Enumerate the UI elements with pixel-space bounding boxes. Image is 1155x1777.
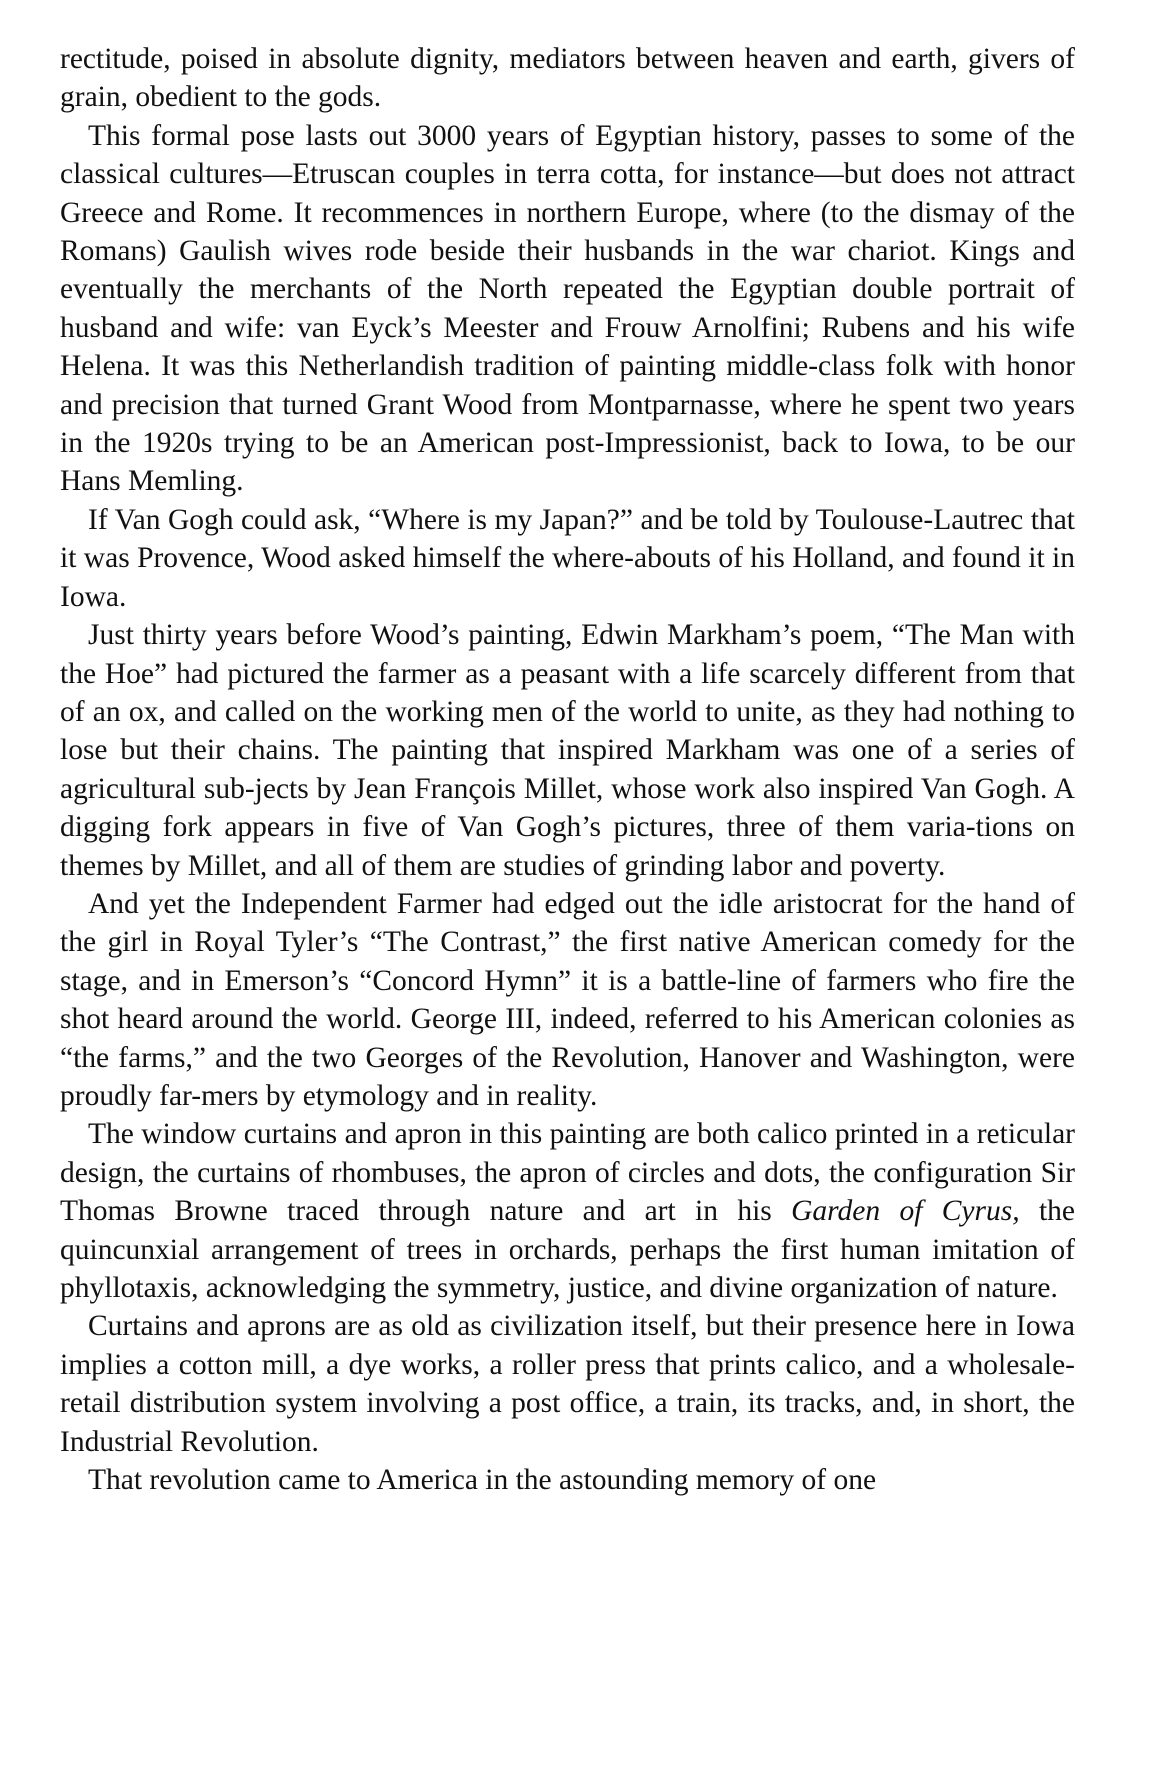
paragraph-van-gogh-japan: If Van Gogh could ask, “Where is my Japan?” and be told by Toulouse-Lautrec that it was Provence, Wood asked himself the where-abouts of his Holland, and found it in Iowa.	[60, 503, 1075, 613]
book-title-garden-of-cyrus: Garden of Cyrus,	[791, 1195, 1020, 1228]
paragraph-man-with-hoe: Just thirty years before Wood’s painting, Edwin Markham’s poem, “The Man with the Hoe” had pictured the farmer as a peasant with a life scarcely different from that of an ox, and called on the working men of the world to unite, as they had nothing to lose but their chains. The painting that inspired Markham was one of a series of agricultural sub-jects by Jean François Millet, whose work also inspired Van Gogh. A digging fork appears in five of Van Gogh’s pictures, three of them varia-tions on themes by Millet, and all of them are studies of grinding labor and poverty.	[60, 619, 1075, 882]
paragraph-curtains-aprons: Curtains and aprons are as old as civilization itself, but their presence here in Iowa implies a cotton mill, a dye works, a roller press that prints calico, and a wholesale-retail distribution system involving a post office, a train, its tracks, and, in short, the Industrial Revolution.	[60, 1310, 1075, 1458]
paragraph-continued: rectitude, poised in absolute dignity, mediators between heaven and earth, givers of grain, obedient to the gods.	[60, 43, 1075, 114]
book-page	[60, 40, 1075, 1499]
calico-text-after: the quincunxial arrangement of trees in orchards, perhaps the first human imitation of phyllotaxis, acknowledging the symmetry, justice, and divine organization of nature.	[60, 1195, 1075, 1304]
calico-text-before: The window curtains and apron in this painting are both calico printed in a reticular design, the curtains of rhombuses, the apron of circles and dots, the configuration Sir Thomas Browne traced through nature and art in his	[60, 1118, 1075, 1228]
paragraph-independent-farmer: And yet the Independent Farmer had edged out the idle aristocrat for the hand of the girl in Royal Tyler’s “The Contrast,” the first native American comedy for the stage, and in Emerson’s “Concord Hymn” it is a battle-line of farmers who fire the shot heard around the world. George III, indeed, referred to his American colonies as “the farms,” and the two Georges of the Revolution, Hanover and Washington, were proudly far-mers by etymology and in reality.	[60, 887, 1075, 1112]
paragraph-calico-curtains	[60, 1115, 1075, 1307]
paragraph-formal-pose: This formal pose lasts out 3000 years of Egyptian history, passes to some of the classical cultures—Etruscan couples in terra cotta, for instance—but does not attract Greece and Rome. It recommences in northern Europe, where (to the dismay of the Romans) Gaulish wives rode beside their husbands in the war chariot. Kings and eventually the merchants of the North repeated the Egyptian double portrait of husband and wife: van Eyck’s Meester and Frouw Arnolfini; Rubens and his wife Helena. It was this Netherlandish tradition of painting middle-class folk with honor and precision that turned Grant Wood from Montparnasse, where he spent two years in the 1920s trying to be an American post-Impressionist, back to Iowa, to be our Hans Memling.	[60, 119, 1075, 498]
paragraph-revolution: That revolution came to America in the astounding memory of one	[88, 1464, 877, 1497]
